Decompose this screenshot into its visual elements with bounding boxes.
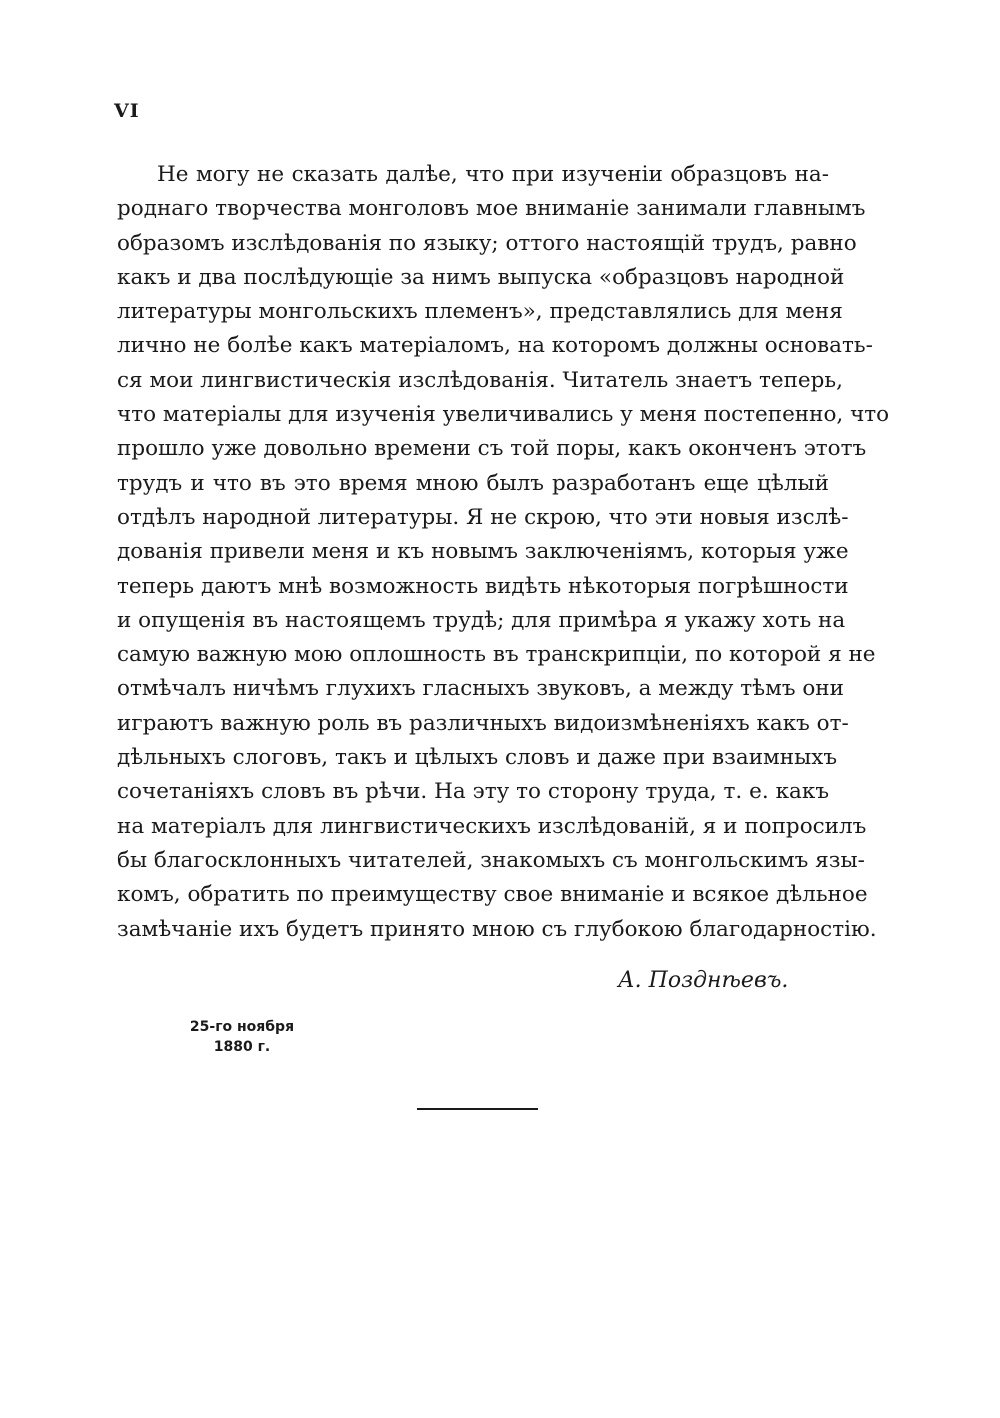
text-line: образомъ изслѣдованія по языку; оттого настоящій трудъ, равно bbox=[117, 230, 857, 256]
text-line: бы благосклонныхъ читателей, знакомыхъ съ монгольскимъ язы- bbox=[117, 847, 865, 873]
text-line: замѣчаніе ихъ будетъ принято мною съ глубокою благодарностію. bbox=[117, 916, 877, 942]
text-line: сочетаніяхъ словъ въ рѣчи. На эту то сторону труда, т. е. какъ bbox=[117, 779, 829, 805]
date-day-month: 25-го ноября bbox=[189, 1019, 295, 1035]
date-block bbox=[178, 1017, 306, 1057]
text-line: и опущенія въ настоящемъ трудѣ; для примѣра я укажу хоть на bbox=[117, 607, 846, 633]
text-line: литературы монгольскихъ племенъ», представлялись для меня bbox=[117, 299, 843, 325]
text-line: трудъ и что въ это время мною былъ разработанъ еще цѣлый bbox=[117, 470, 829, 496]
text-line: на матеріалъ для лингвистическихъ изслѣдованій, я и попросилъ bbox=[117, 813, 867, 839]
text-line: комъ, обратить по преимуществу свое вниманіе и всякое дѣльное bbox=[117, 882, 868, 908]
text-line: какъ и два послѣдующіе за нимъ выпуска «образцовъ народной bbox=[117, 264, 845, 290]
author-signature: А. Позднѣевъ. bbox=[618, 968, 789, 993]
text-line: отдѣлъ народной литературы. Я не скрою, что эти новыя изслѣ- bbox=[117, 504, 849, 530]
date-year: 1880 г. bbox=[213, 1039, 271, 1055]
text-line: самую важную мою оплошность въ транскрипціи, по которой я не bbox=[117, 642, 876, 668]
text-line: прошло уже довольно времени съ той поры, какъ оконченъ этотъ bbox=[117, 436, 867, 462]
text-line: что матеріалы для изученія увеличивались у меня постепенно, что bbox=[117, 402, 890, 428]
page-number: VI bbox=[114, 100, 140, 122]
text-line: ся мои лингвистическія изслѣдованія. Читатель знаетъ теперь, bbox=[117, 367, 843, 393]
text-line: дованія привели меня и къ новымъ заключеніямъ, которыя уже bbox=[117, 539, 849, 565]
text-line: отмѣчалъ ничѣмъ глухихъ гласныхъ звуковъ, а между тѣмъ они bbox=[117, 676, 844, 702]
preface-paragraph bbox=[117, 158, 890, 947]
text-line: дѣльныхъ слоговъ, такъ и цѣлыхъ словъ и даже при взаимныхъ bbox=[117, 745, 837, 771]
text-line: лично не болѣе какъ матеріаломъ, на которомъ должны основать- bbox=[117, 333, 873, 359]
text-line: роднаго творчества монголовъ мое вниманіе занимали главнымъ bbox=[117, 196, 866, 222]
text-line: Не могу не сказать далѣе, что при изученіи образцовъ на- bbox=[157, 162, 829, 187]
text-line: играютъ важную роль въ различныхъ видоизмѣненіяхъ какъ от- bbox=[117, 710, 849, 736]
closing-rule-divider bbox=[417, 1108, 538, 1110]
text-line: теперь даютъ мнѣ возможность видѣть нѣкоторыя погрѣшности bbox=[117, 573, 849, 599]
